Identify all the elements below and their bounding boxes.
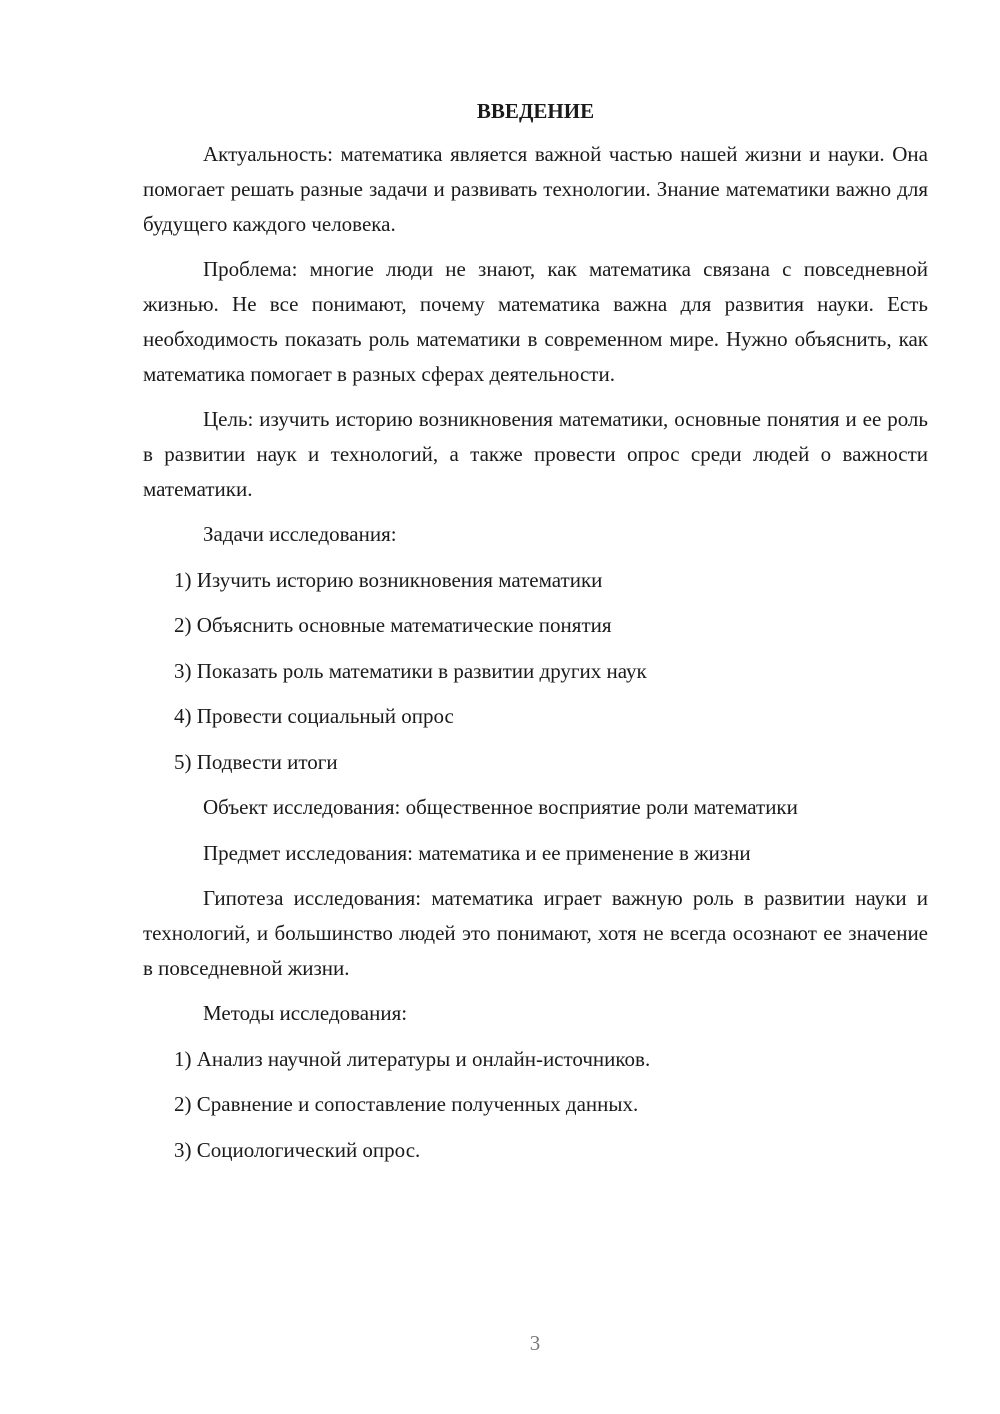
method-item: 3) Социологический опрос. [174, 1137, 421, 1162]
tasks-heading: Задачи исследования: [203, 522, 397, 546]
relevance-paragraph: Актуальность: математика является важной частью нашей жизни и науки. Она помогает решать разные задачи и развивать технологии. Знание математики важно для будущего каждого человека. [143, 142, 928, 236]
method-item: 2) Сравнение и сопоставление полученных данных. [174, 1092, 639, 1116]
methods-heading: Методы исследования: [203, 1001, 408, 1025]
task-item: 2) Объяснить основные математические понятия [174, 613, 612, 637]
document-page [143, 94, 928, 1178]
task-item: 4) Провести социальный опрос [174, 704, 454, 728]
section-heading: ВВЕДЕНИЕ [476, 99, 595, 123]
task-item: 3) Показать роль математики в развитии других наук [174, 658, 647, 683]
hypothesis-paragraph: Гипотеза исследования: математика играет важную роль в развитии науки и технологий, и большинство людей это понимают, хотя не всегда осознают ее значение в повседневной жизни. [143, 886, 928, 980]
task-item: 5) Подвести итоги [174, 749, 338, 774]
page-number: 3 [529, 1331, 541, 1355]
research-object: Объект исследования: общественное восприятие роли математики [203, 795, 798, 819]
method-item: 1) Анализ научной литературы и онлайн-источников. [174, 1046, 651, 1071]
problem-paragraph: Проблема: многие люди не знают, как математика связана с повседневной жизнью. Не все понимают, почему математика важна для развития науки. Есть необходимость показать роль математики в современном мире. Нужно объяснить, как математика помогает в разных сферах деятельности. [143, 257, 928, 386]
goal-paragraph: Цель: изучить историю возникновения математики, основные понятия и ее роль в развитии наук и технологий, а также провести опрос среди людей о важности математики. [143, 407, 928, 501]
research-subject: Предмет исследования: математика и ее применение в жизни [203, 840, 751, 865]
task-item: 1) Изучить историю возникновения математики [174, 567, 603, 592]
